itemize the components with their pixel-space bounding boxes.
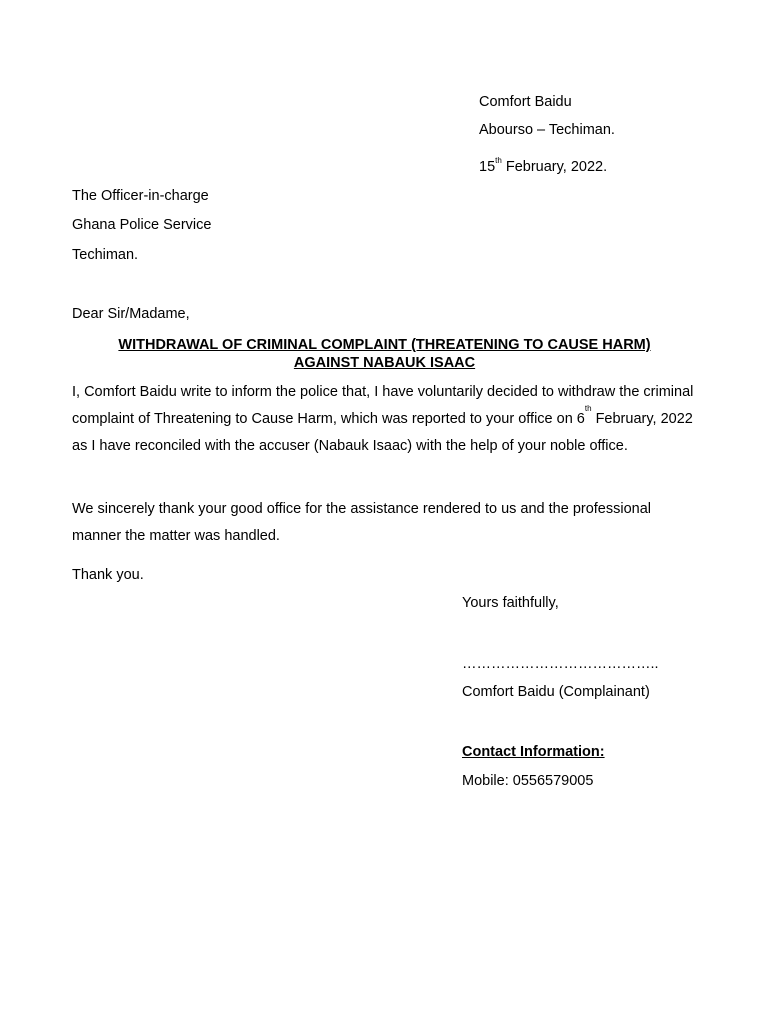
date-rest: February, 2022. xyxy=(501,159,608,175)
salutation: Dear Sir/Madame, xyxy=(72,306,190,322)
contact-mobile: Mobile: 0556579005 xyxy=(462,773,594,789)
subject-line-2: AGAINST NABAUK ISAAC xyxy=(293,355,476,371)
recipient-line-3: Techiman. xyxy=(72,247,139,263)
sender-name: Comfort Baidu xyxy=(479,94,572,110)
valediction: Yours faithfully, xyxy=(462,595,559,611)
recipient-line-2: Ghana Police Service xyxy=(72,217,212,233)
date-day: 15 xyxy=(479,159,496,175)
para1-part1: I, Comfort Baidu write to inform the police that, I have voluntarily decided to withdraw the criminal complaint of Threatening to Cause Harm, which was reported to your office on 6 xyxy=(72,384,694,427)
signatory-name: Comfort Baidu (Complainant) xyxy=(462,684,650,700)
para1-part2: February, 2022 as I have reconciled with the accuser (Nabauk Isaac) with the help of your noble office. xyxy=(72,411,693,454)
thank-you: Thank you. xyxy=(72,567,144,583)
body-paragraph-2: We sincerely thank your good office for the assistance rendered to us and the professional manner the matter was handled. xyxy=(72,501,652,544)
recipient-line-1: The Officer-in-charge xyxy=(72,188,209,204)
signature-line: ………………………………….. xyxy=(462,656,659,672)
subject-line-1: WITHDRAWAL OF CRIMINAL COMPLAINT (THREATENING TO CAUSE HARM) xyxy=(118,337,651,353)
letter-date xyxy=(479,158,607,176)
contact-heading: Contact Information: xyxy=(462,744,605,760)
body-paragraph-1 xyxy=(72,379,702,460)
sender-address: Abourso – Techiman. xyxy=(479,122,615,138)
para1-suffix: th xyxy=(584,404,592,413)
date-suffix: th xyxy=(495,156,502,165)
